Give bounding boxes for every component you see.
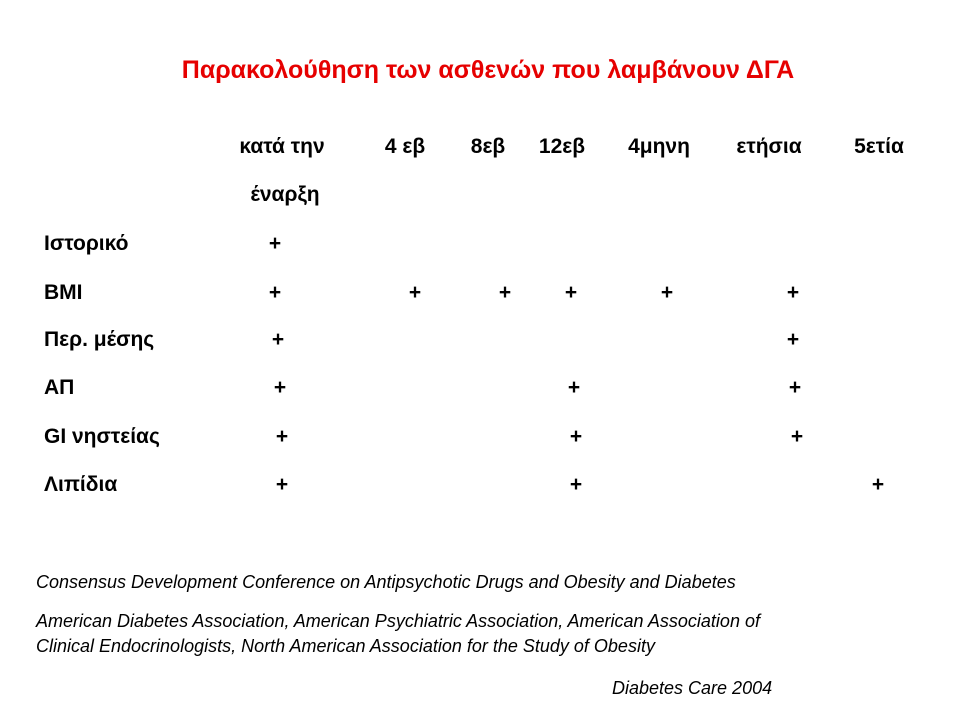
check-mark: + <box>871 473 885 496</box>
check-mark: + <box>567 376 581 399</box>
row-label: BMI <box>44 281 83 304</box>
check-mark: + <box>275 425 289 448</box>
row-label: Περ. μέσης <box>44 328 155 351</box>
check-mark: + <box>569 473 583 496</box>
reference-citation: Diabetes Care 2004 <box>612 678 773 698</box>
column-header-5-years: 5ετία <box>854 135 904 158</box>
column-header-4-weeks: 4 εβ <box>384 135 426 158</box>
check-mark: + <box>564 281 578 304</box>
column-header-yearly: ετήσια <box>736 135 802 158</box>
check-mark: + <box>786 328 800 351</box>
check-mark: + <box>268 232 282 255</box>
column-header-12-weeks: 12εβ <box>538 135 586 158</box>
row-label: ΑΠ <box>44 376 75 399</box>
check-mark: + <box>660 281 674 304</box>
check-mark: + <box>788 376 802 399</box>
column-header-start-line2: έναρξη <box>250 183 320 206</box>
reference-associations-line1: American Diabetes Association, American Psychiatric Association, American Association of <box>36 611 760 631</box>
slide-title: Παρακολούθηση των ασθενών που λαμβάνουν ΔΓΑ <box>181 56 795 84</box>
column-header-4-months: 4μηνη <box>628 135 690 158</box>
check-mark: + <box>408 281 422 304</box>
check-mark: + <box>498 281 512 304</box>
check-mark: + <box>569 425 583 448</box>
check-mark: + <box>790 425 804 448</box>
check-mark: + <box>268 281 282 304</box>
reference-conference: Consensus Development Conference on Antipsychotic Drugs and Obesity and Diabetes <box>36 572 736 592</box>
check-mark: + <box>275 473 289 496</box>
check-mark: + <box>786 281 800 304</box>
reference-associations-line2: Clinical Endocrinologists, North American Association for the Study of Obesity <box>36 636 655 656</box>
row-label: GI νηστείας <box>44 425 160 448</box>
column-header-8-weeks: 8εβ <box>470 135 506 158</box>
row-label: Ιστορικό <box>44 232 129 255</box>
check-mark: + <box>273 376 287 399</box>
row-label: Λιπίδια <box>44 473 118 496</box>
column-header-start: κατά την <box>239 135 325 158</box>
check-mark: + <box>271 328 285 351</box>
